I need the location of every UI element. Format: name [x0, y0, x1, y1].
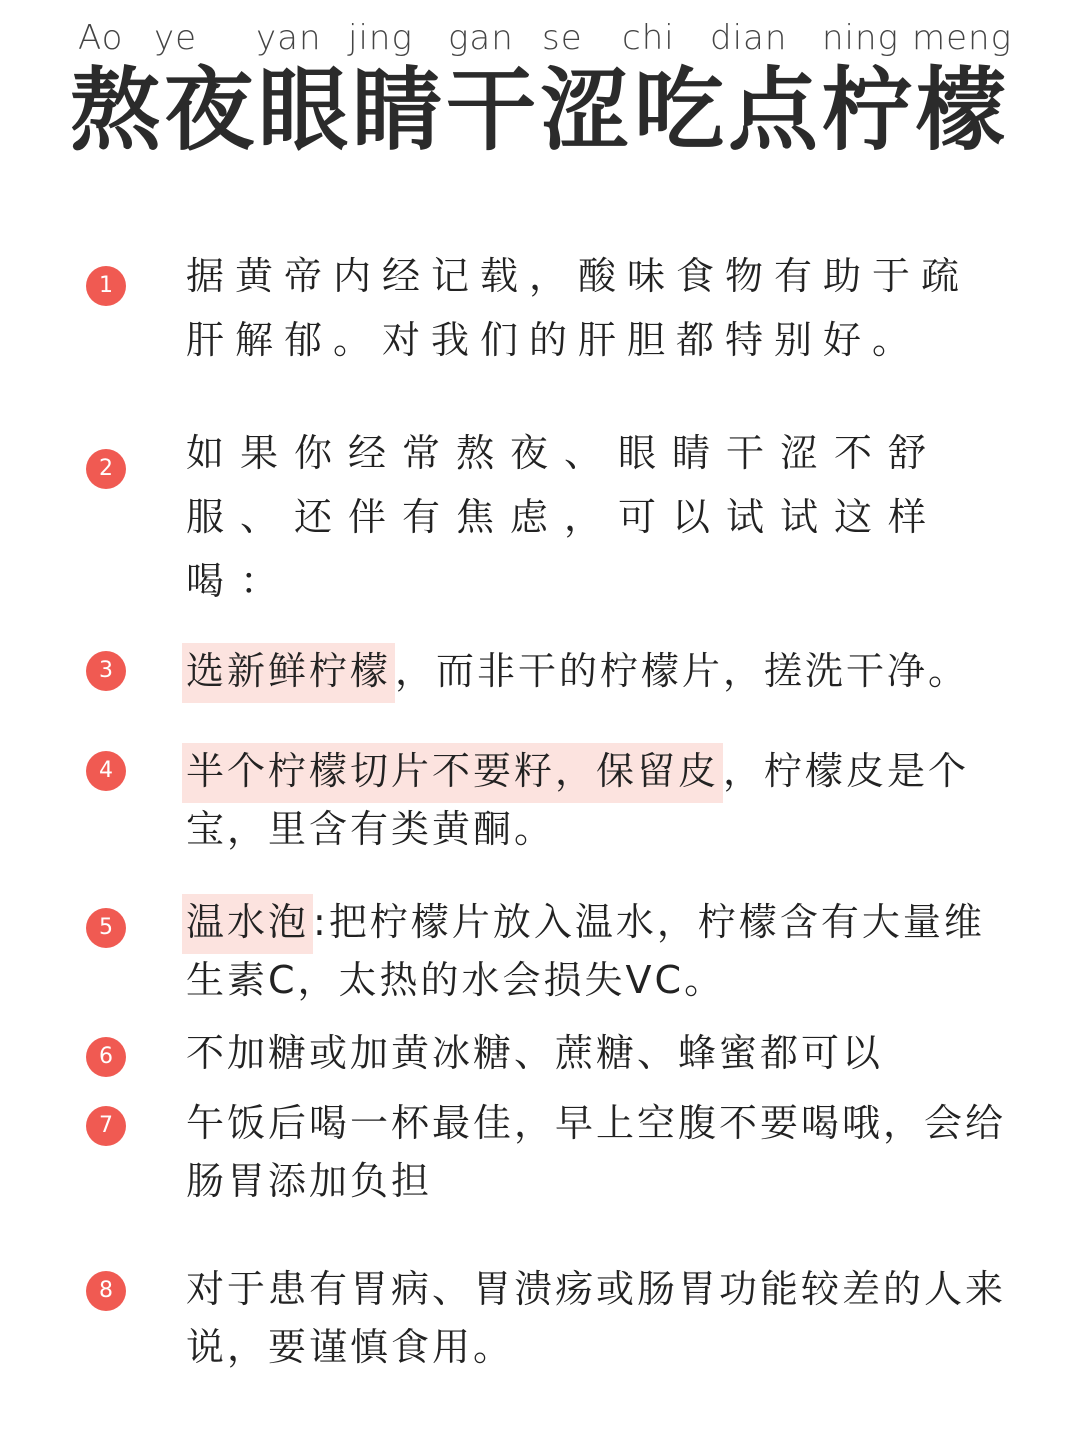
item-text: 如果你经常熬夜、眼睛干涩不舒服、还伴有焦虑，可以试试这样喝： [186, 431, 943, 603]
highlighted-phrase: 选新鲜柠檬 [182, 643, 395, 703]
number-badge: 7 [86, 1106, 126, 1146]
number-badge: 4 [86, 751, 126, 791]
item-text [186, 893, 1016, 1009]
pinyin-syllable: chi [622, 18, 675, 58]
highlighted-phrase: 半个柠檬切片不要籽，保留皮 [182, 743, 723, 803]
pinyin-syllable: Ao [78, 18, 124, 58]
item-text [186, 642, 1016, 700]
pinyin-syllable: dian [710, 18, 788, 58]
item-text: 午饭后喝一杯最佳，早上空腹不要喝哦，会给肠胃添加负担 [186, 1101, 1007, 1203]
pinyin-syllable: yan [256, 18, 322, 58]
number-badge: 2 [86, 449, 126, 489]
number-badge: 6 [86, 1037, 126, 1077]
item-text [186, 742, 1016, 858]
item-text: 对于患有胃病、胃溃疡或肠胃功能较差的人来说，要谨慎食用。 [186, 1267, 1007, 1369]
item-text: 据黄帝内经记载，酸味食物有助于疏肝解郁。对我们的肝胆都特别好。 [186, 254, 971, 362]
number-badge: 5 [86, 908, 126, 948]
pinyin-syllable: ning [822, 18, 899, 58]
page-title: 熬夜眼睛干涩吃点柠檬 [70, 58, 1010, 163]
number-badge: 3 [86, 651, 126, 691]
item-text-rest: ，而非干的柠檬片，搓洗干净。 [395, 649, 970, 693]
number-badge: 8 [86, 1271, 126, 1311]
pinyin-syllable: se [542, 18, 583, 58]
item-text-rest: :把柠檬片放入温水，柠檬含有大量维生素C，太热的水会损失VC。 [186, 900, 985, 1002]
number-badge: 1 [86, 266, 126, 306]
pinyin-syllable: meng [912, 18, 1012, 58]
pinyin-syllable: gan [448, 18, 514, 58]
item-text: 不加糖或加黄冰糖、蔗糖、蜂蜜都可以 [186, 1031, 884, 1075]
item-text-rest: ，柠檬皮是个宝，里含有类黄酮。 [186, 749, 970, 851]
pinyin-syllable: jing [348, 18, 413, 58]
pinyin-syllable: ye [154, 18, 198, 58]
highlighted-phrase: 温水泡 [182, 894, 313, 954]
